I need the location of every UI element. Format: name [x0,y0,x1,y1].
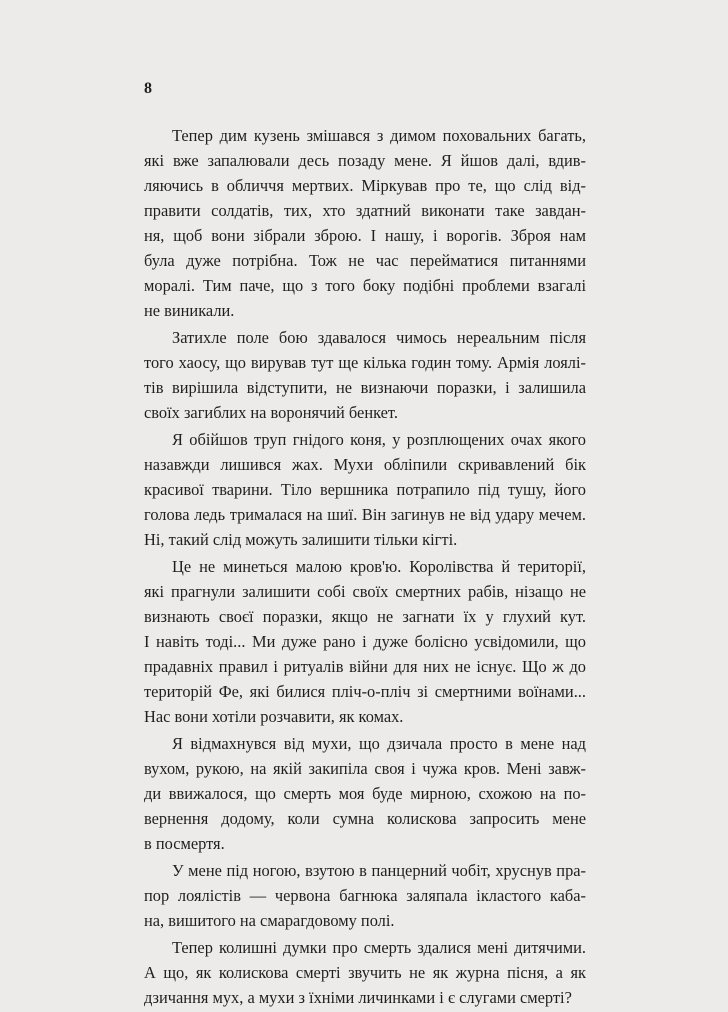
paragraph [144,858,586,933]
paragraph [144,935,586,1010]
text-line: назавжди лишився жах. Мухи обліпили скривавлений бік [144,455,586,474]
text-line: голова ледь трималася на шиї. Він загинув не від удару мечем. [144,505,586,524]
text-line: дзичання мух, а мухи з їхніми личинками і є слугами смерті? [144,988,572,1007]
text-line: Це не минеться малою кров'ю. Королівства й території, [172,557,586,576]
text-line: красивої тварини. Тіло вершника потрапило під тушу, його [144,480,586,499]
paragraph [144,123,586,323]
text-line: Тепер колишні думки про смерть здалися мені дитячими. [172,938,586,957]
text-line: на, вишитого на смарагдовому полі. [144,911,395,930]
text-line: прадавніх правил і ритуалів війни для них не існує. Що ж до [144,657,586,676]
paragraph [144,731,586,856]
paragraph [144,427,586,552]
text-line: які прагнули залишити собі своїх смертних рабів, нізащо не [144,582,586,601]
paragraph [144,325,586,425]
text-line: пор лоялістів — червона багнюка заляпала ікластого каба- [144,886,586,905]
text-line: моралі. Тим паче, що з того боку подібні проблеми взагалі [144,276,586,295]
body-text [144,123,586,1012]
text-line: ляючись в обличчя мертвих. Міркував про те, що слід від- [144,176,586,195]
text-line: І навіть тоді... Ми дуже рано і дуже болісно усвідомили, що [144,632,586,651]
text-line: А що, як колискова смерті звучить не як журна пісня, а як [144,963,586,982]
text-line: Затихле поле бою здавалося чимось нереальним після [172,328,586,347]
text-line: Тепер дим кузень змішався з димом поховальних багать, [172,126,586,145]
text-line: не виникали. [144,301,235,320]
text-line: тів вирішила відступити, не визнаючи поразки, і залишила [144,378,586,397]
text-line: того хаосу, що вирував тут ще кілька годин тому. Армія лоялі- [144,353,586,372]
text-line: Я відмахнувся від мухи, що дзичала просто в мене над [172,734,586,753]
paragraph [144,554,586,729]
text-line: територій Фе, які билися пліч-о-пліч зі смертними воїнами... [144,682,586,701]
text-line: які вже запалювали десь позаду мене. Я йшов далі, вдив- [144,151,586,170]
text-line: вернення додому, коли сумна колискова запросить мене [144,809,586,828]
text-line: в посмертя. [144,834,225,853]
page-number: 8 [144,80,152,97]
text-line: своїх загиблих на воронячий бенкет. [144,403,398,422]
text-line: Ні, такий слід можуть залишити тільки кігті. [144,530,458,549]
text-line: Нас вони хотіли розчавити, як комах. [144,707,404,726]
text-line: була дуже потрібна. Тож не час перейматися питаннями [144,251,586,270]
text-line: вухом, рукою, на якій закипіла своя і чужа кров. Мені завж- [144,759,586,778]
text-line: ня, щоб вони зібрали зброю. І нашу, і ворогів. Зброя нам [144,226,586,245]
text-line: визнають своєї поразки, якщо не загнати їх у глухий кут. [144,607,586,626]
text-line: У мене під ногою, взутою в панцерний чобіт, хруснув пра- [172,861,586,880]
text-line: Я обійшов труп гнідого коня, у розплющених очах якого [172,430,586,449]
text-line: правити солдатів, тих, хто здатний виконати таке завдан- [144,201,586,220]
text-line: ди ввижалося, що смерть моя буде мирною, схожою на по- [144,784,586,803]
